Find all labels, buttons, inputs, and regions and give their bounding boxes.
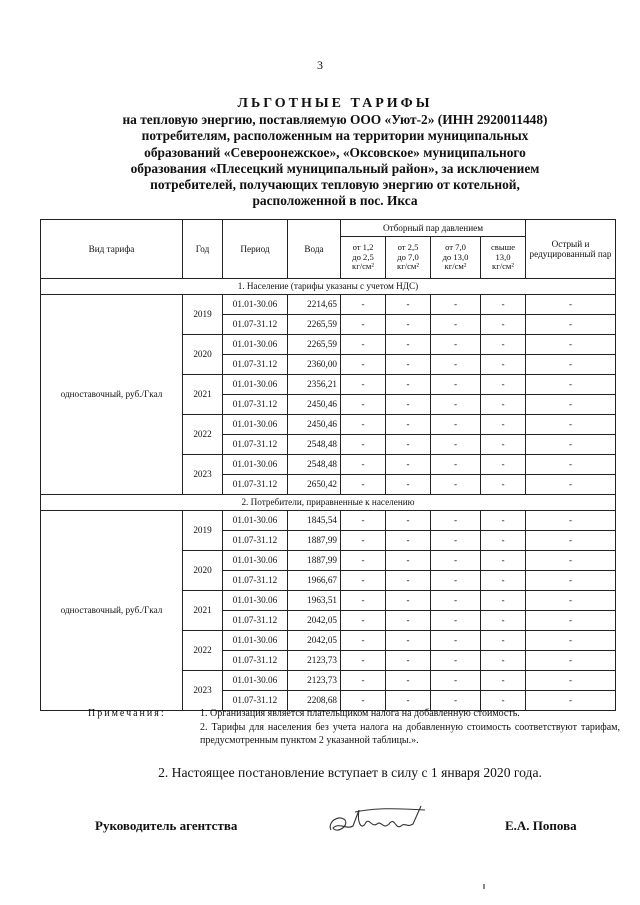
dash-cell: - [341, 591, 386, 611]
dash-cell: - [431, 571, 481, 591]
dash-cell: - [386, 355, 431, 375]
dash-cell: - [386, 591, 431, 611]
tariff-table [40, 219, 616, 711]
dash-cell: - [341, 335, 386, 355]
notes-list [200, 707, 620, 748]
header-steam-unit: кг/см² [444, 261, 467, 272]
scan-mark [483, 884, 485, 889]
note-item: 1. Организация является плательщиком налога на добавленную стоимость. [200, 708, 520, 719]
dash-cell: - [341, 315, 386, 335]
dash-cell: - [386, 295, 431, 315]
period-cell: 01.01-30.06 [223, 335, 288, 355]
dash-cell: - [341, 691, 386, 711]
dash-cell: - [526, 551, 616, 571]
dash-cell: - [526, 375, 616, 395]
dash-cell: - [386, 455, 431, 475]
dash-cell: - [526, 395, 616, 415]
water-cell: 2650,42 [288, 475, 341, 495]
period-cell: 01.01-30.06 [223, 295, 288, 315]
dash-cell: - [431, 295, 481, 315]
header-row [41, 220, 616, 237]
header-period: Период [223, 220, 288, 279]
dash-cell: - [431, 315, 481, 335]
period-cell: 01.01-30.06 [223, 631, 288, 651]
water-cell: 2548,48 [288, 455, 341, 475]
dash-cell: - [526, 475, 616, 495]
period-cell: 01.07-31.12 [223, 691, 288, 711]
dash-cell: - [386, 531, 431, 551]
period-cell: 01.01-30.06 [223, 415, 288, 435]
dash-cell: - [341, 475, 386, 495]
title-line: потребителям, расположенным на территории муниципальных [141, 128, 529, 144]
water-cell: 2265,59 [288, 315, 341, 335]
dash-cell: - [386, 691, 431, 711]
dash-cell: - [431, 435, 481, 455]
year-cell: 2021 [183, 591, 223, 631]
dash-cell: - [481, 591, 526, 611]
water-cell: 2265,59 [288, 335, 341, 355]
dash-cell: - [341, 511, 386, 531]
title-line: потребителей, получающих тепловую энергию от котельной, [150, 177, 520, 193]
decision-text: 2. Настоящее постановление вступает в силу с 1 января 2020 года. [158, 765, 542, 780]
dash-cell: - [386, 551, 431, 571]
dash-cell: - [481, 611, 526, 631]
dash-cell: - [341, 611, 386, 631]
water-cell: 2208,68 [288, 691, 341, 711]
dash-cell: - [341, 671, 386, 691]
dash-cell: - [341, 375, 386, 395]
dash-cell: - [386, 395, 431, 415]
title-lines [40, 112, 630, 209]
water-cell: 1966,67 [288, 571, 341, 591]
dash-cell: - [526, 631, 616, 651]
dash-cell: - [431, 415, 481, 435]
dash-cell: - [526, 415, 616, 435]
dash-cell: - [481, 455, 526, 475]
signature-image [325, 800, 435, 842]
water-cell: 2042,05 [288, 631, 341, 651]
title-main: ЛЬГОТНЫЕ ТАРИФЫ [237, 96, 433, 111]
table-row [41, 295, 616, 315]
header-steam-line1: свыше [490, 242, 516, 253]
dash-cell: - [481, 551, 526, 571]
dash-cell: - [431, 475, 481, 495]
dash-cell: - [481, 671, 526, 691]
notes-label: Примечания: [88, 708, 166, 719]
dash-cell: - [526, 571, 616, 591]
dash-cell: - [386, 651, 431, 671]
dash-cell: - [431, 531, 481, 551]
header-steam-col [386, 237, 431, 279]
dash-cell: - [341, 631, 386, 651]
year-cell: 2021 [183, 375, 223, 415]
dash-cell: - [481, 315, 526, 335]
document-title [40, 96, 630, 209]
dash-cell: - [431, 375, 481, 395]
header-steam-line2: до 13,0 [442, 251, 469, 262]
water-cell: 2356,21 [288, 375, 341, 395]
year-cell: 2020 [183, 551, 223, 591]
dash-cell: - [431, 691, 481, 711]
dash-cell: - [431, 591, 481, 611]
header-water: Вода [288, 220, 341, 279]
header-steam-group: Отборный пар давлением [341, 220, 526, 237]
water-cell: 2042,05 [288, 611, 341, 631]
dash-cell: - [341, 295, 386, 315]
header-steam-col [481, 237, 526, 279]
header-steam-unit: кг/см² [352, 261, 374, 272]
period-cell: 01.07-31.12 [223, 435, 288, 455]
dash-cell: - [431, 395, 481, 415]
period-cell: 01.07-31.12 [223, 651, 288, 671]
dash-cell: - [526, 671, 616, 691]
header-steam-line2: до 2,5 [352, 251, 374, 262]
dash-cell: - [481, 511, 526, 531]
dash-cell: - [526, 315, 616, 335]
period-cell: 01.07-31.12 [223, 395, 288, 415]
dash-cell: - [341, 571, 386, 591]
year-cell: 2019 [183, 295, 223, 335]
water-cell: 2450,46 [288, 395, 341, 415]
dash-cell: - [386, 435, 431, 455]
dash-cell: - [386, 315, 431, 335]
section-row [41, 495, 616, 511]
dash-cell: - [341, 551, 386, 571]
dash-cell: - [526, 335, 616, 355]
header-steam-line1: от 2,5 [397, 242, 419, 253]
title-line: образования «Плесецкий муниципальный район», за исключением [130, 160, 540, 176]
dash-cell: - [526, 611, 616, 631]
dash-cell: - [526, 511, 616, 531]
dash-cell: - [386, 511, 431, 531]
dash-cell: - [431, 551, 481, 571]
title-line: на тепловую энергию, поставляемую ООО «Уют-2» (ИНН 2920011448) [122, 112, 548, 128]
period-cell: 01.07-31.12 [223, 571, 288, 591]
period-cell: 01.07-31.12 [223, 355, 288, 375]
header-steam-line2: до 7,0 [397, 251, 419, 262]
period-cell: 01.07-31.12 [223, 315, 288, 335]
dash-cell: - [526, 455, 616, 475]
dash-cell: - [431, 355, 481, 375]
header-steam-unit: кг/см² [397, 261, 419, 272]
section-title: 2. Потребители, приравненные к населению [41, 495, 616, 511]
period-cell: 01.01-30.06 [223, 591, 288, 611]
note-item: 2. Тарифы для населения без учета налога на добавленную стоимость соответствуют тарифам, предусмотренным пунктом 2 указанной таблицы.». [200, 721, 620, 746]
dash-cell: - [386, 571, 431, 591]
dash-cell: - [481, 295, 526, 315]
dash-cell: - [386, 631, 431, 651]
dash-cell: - [481, 375, 526, 395]
period-cell: 01.07-31.12 [223, 611, 288, 631]
water-cell: 2450,46 [288, 415, 341, 435]
page-number: 3 [317, 58, 323, 72]
dash-cell: - [481, 335, 526, 355]
dash-cell: - [481, 355, 526, 375]
dash-cell: - [526, 651, 616, 671]
dash-cell: - [386, 611, 431, 631]
year-cell: 2023 [183, 671, 223, 711]
dash-cell: - [341, 415, 386, 435]
dash-cell: - [481, 691, 526, 711]
dash-cell: - [481, 475, 526, 495]
dash-cell: - [526, 355, 616, 375]
dash-cell: - [481, 631, 526, 651]
header-steam-col [431, 237, 481, 279]
header-steam-line1: от 7,0 [445, 242, 466, 253]
header-steam-line1: от 1,2 [352, 242, 374, 253]
dash-cell: - [341, 355, 386, 375]
header-steam-col [341, 237, 386, 279]
period-cell: 01.01-30.06 [223, 551, 288, 571]
dash-cell: - [386, 335, 431, 355]
dash-cell: - [481, 531, 526, 551]
year-cell: 2019 [183, 511, 223, 551]
dash-cell: - [386, 671, 431, 691]
period-cell: 01.01-30.06 [223, 511, 288, 531]
dash-cell: - [481, 435, 526, 455]
dash-cell: - [341, 651, 386, 671]
period-cell: 01.07-31.12 [223, 475, 288, 495]
dash-cell: - [431, 631, 481, 651]
year-cell: 2022 [183, 415, 223, 455]
dash-cell: - [526, 531, 616, 551]
year-cell: 2023 [183, 455, 223, 495]
dash-cell: - [526, 691, 616, 711]
header-sharp-steam: Острый и редуцированный пар [526, 220, 616, 279]
section-title: 1. Население (тарифы указаны с учетом НДС) [41, 279, 616, 295]
signatory-role: Руководитель агентства [95, 818, 238, 833]
dash-cell: - [431, 671, 481, 691]
period-cell: 01.01-30.06 [223, 671, 288, 691]
header-tariff-type: Вид тарифа [41, 220, 183, 279]
water-cell: 1887,99 [288, 531, 341, 551]
dash-cell: - [431, 455, 481, 475]
dash-cell: - [431, 335, 481, 355]
dash-cell: - [341, 395, 386, 415]
dash-cell: - [481, 571, 526, 591]
signatory-name: Е.А. Попова [505, 818, 577, 833]
period-cell: 01.01-30.06 [223, 375, 288, 395]
dash-cell: - [526, 295, 616, 315]
title-line: образований «Североонежское», «Оксовское» муниципального [144, 144, 526, 160]
header-steam-line2: 13,0 [495, 251, 511, 262]
dash-cell: - [526, 435, 616, 455]
dash-cell: - [431, 511, 481, 531]
year-cell: 2020 [183, 335, 223, 375]
water-cell: 1845,54 [288, 511, 341, 531]
water-cell: 2123,73 [288, 651, 341, 671]
dash-cell: - [386, 415, 431, 435]
period-cell: 01.01-30.06 [223, 455, 288, 475]
table-row [41, 511, 616, 531]
dash-cell: - [431, 611, 481, 631]
tariff-type-cell: одноставочный, руб./Гкал [41, 295, 183, 495]
header-year: Год [183, 220, 223, 279]
title-line: расположенной в пос. Икса [252, 193, 418, 209]
header-steam-unit: кг/см² [492, 261, 514, 272]
water-cell: 1963,51 [288, 591, 341, 611]
water-cell: 2123,73 [288, 671, 341, 691]
dash-cell: - [386, 375, 431, 395]
dash-cell: - [341, 435, 386, 455]
water-cell: 2360,00 [288, 355, 341, 375]
tariff-type-cell: одноставочный, руб./Гкал [41, 511, 183, 711]
dash-cell: - [526, 591, 616, 611]
dash-cell: - [341, 531, 386, 551]
section-row [41, 279, 616, 295]
dash-cell: - [386, 475, 431, 495]
dash-cell: - [481, 395, 526, 415]
year-cell: 2022 [183, 631, 223, 671]
dash-cell: - [481, 415, 526, 435]
dash-cell: - [431, 651, 481, 671]
period-cell: 01.07-31.12 [223, 531, 288, 551]
water-cell: 1887,99 [288, 551, 341, 571]
dash-cell: - [481, 651, 526, 671]
water-cell: 2548,48 [288, 435, 341, 455]
water-cell: 2214,65 [288, 295, 341, 315]
dash-cell: - [341, 455, 386, 475]
